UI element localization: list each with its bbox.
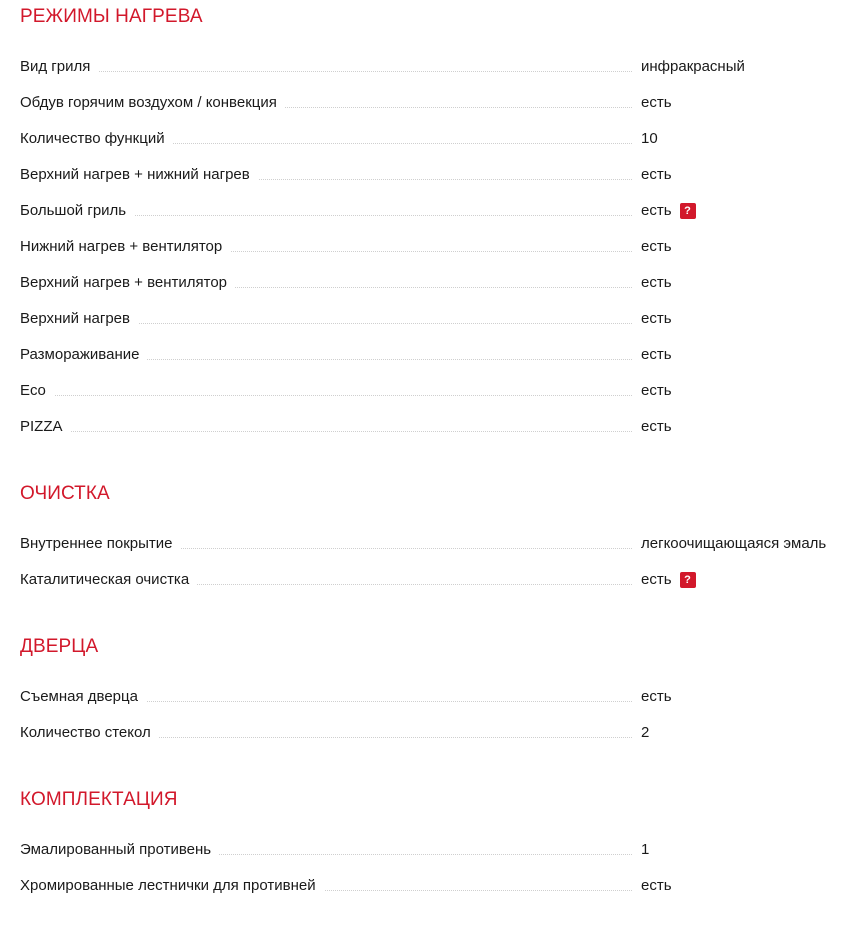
dotted-leader — [20, 431, 632, 432]
spec-value-text: есть — [641, 238, 672, 255]
spec-label: Обдув горячим воздухом / конвекция — [20, 93, 285, 113]
spec-label: Количество функций — [20, 129, 173, 149]
spec-label: Верхний нагрев — [20, 309, 138, 329]
spec-value-text: есть — [641, 274, 672, 291]
spec-row — [20, 840, 853, 876]
section-title: КОМПЛЕКТАЦИЯ — [20, 789, 178, 810]
spec-label: Внутреннее покрытие — [20, 534, 181, 554]
spec-list — [20, 57, 853, 453]
spec-label: Нижний нагрев + вентилятор — [20, 237, 230, 257]
spec-value — [641, 381, 672, 401]
dotted-leader — [20, 395, 632, 396]
spec-label: PIZZA — [20, 417, 71, 437]
spec-row — [20, 129, 853, 165]
spec-label: Каталитическая очистка — [20, 570, 197, 590]
spec-label: Верхний нагрев + нижний нагрев — [20, 165, 258, 185]
spec-value — [641, 876, 672, 896]
spec-value — [641, 201, 696, 221]
spec-value-text: инфракрасный — [641, 58, 745, 75]
spec-value-text: легкоочищающаяся эмаль — [641, 535, 827, 552]
spec-list — [20, 687, 853, 759]
spec-row — [20, 345, 853, 381]
spec-value — [641, 417, 672, 437]
spec-label: Эмалированный противень — [20, 840, 219, 860]
spec-row — [20, 570, 853, 606]
spec-row — [20, 93, 853, 129]
spec-value — [641, 165, 672, 185]
help-icon[interactable]: ? — [680, 572, 696, 588]
section-equipment — [20, 789, 853, 912]
spec-value-text: 1 — [641, 841, 650, 858]
spec-row — [20, 381, 853, 417]
spec-row — [20, 57, 853, 93]
spec-label: Количество стекол — [20, 723, 159, 743]
section-cleaning — [20, 483, 853, 606]
spec-row — [20, 534, 853, 570]
spec-row — [20, 687, 853, 723]
spec-row — [20, 417, 853, 453]
spec-label: Размораживание — [20, 345, 147, 365]
spec-label: Большой гриль — [20, 201, 134, 221]
spec-label: Вид гриля — [20, 57, 98, 77]
spec-row — [20, 237, 853, 273]
spec-value-text: есть — [641, 877, 672, 894]
spec-value — [641, 345, 672, 365]
section-title: РЕЖИМЫ НАГРЕВА — [20, 6, 203, 27]
spec-list — [20, 840, 853, 912]
spec-value — [641, 309, 672, 329]
spec-value — [641, 57, 745, 77]
spec-row — [20, 876, 853, 912]
spec-value-text: есть — [641, 346, 672, 363]
spec-row — [20, 309, 853, 345]
spec-value — [641, 570, 696, 590]
spec-value-text: есть — [641, 688, 672, 705]
help-icon[interactable]: ? — [680, 203, 696, 219]
spec-value — [641, 687, 672, 707]
spec-list — [20, 534, 853, 606]
spec-label: Хромированные лестнички для противней — [20, 876, 324, 896]
spec-value-text: 2 — [641, 724, 650, 741]
spec-row — [20, 201, 853, 237]
spec-value — [641, 273, 672, 293]
spec-value — [641, 93, 672, 113]
section-title: ОЧИСТКА — [20, 483, 110, 504]
spec-value-text: есть — [641, 310, 672, 327]
section-title: ДВЕРЦА — [20, 636, 99, 657]
spec-row — [20, 723, 853, 759]
spec-value — [641, 534, 826, 554]
dotted-leader — [20, 71, 632, 72]
spec-value — [641, 840, 649, 860]
spec-value — [641, 237, 672, 257]
spec-value-text: есть — [641, 571, 672, 588]
spec-value-text: есть — [641, 418, 672, 435]
spec-value-text: есть — [641, 202, 672, 219]
spec-label: Верхний нагрев + вентилятор — [20, 273, 235, 293]
spec-value-text: есть — [641, 166, 672, 183]
spec-row — [20, 165, 853, 201]
spec-value-text: есть — [641, 94, 672, 111]
spec-row — [20, 273, 853, 309]
spec-value-text: 10 — [641, 130, 658, 147]
spec-value — [641, 723, 649, 743]
spec-value-text: есть — [641, 382, 672, 399]
spec-label: Съемная дверца — [20, 687, 146, 707]
section-heating-modes — [20, 6, 853, 453]
section-door — [20, 636, 853, 759]
spec-label: Eco — [20, 381, 54, 401]
spec-value — [641, 129, 658, 149]
